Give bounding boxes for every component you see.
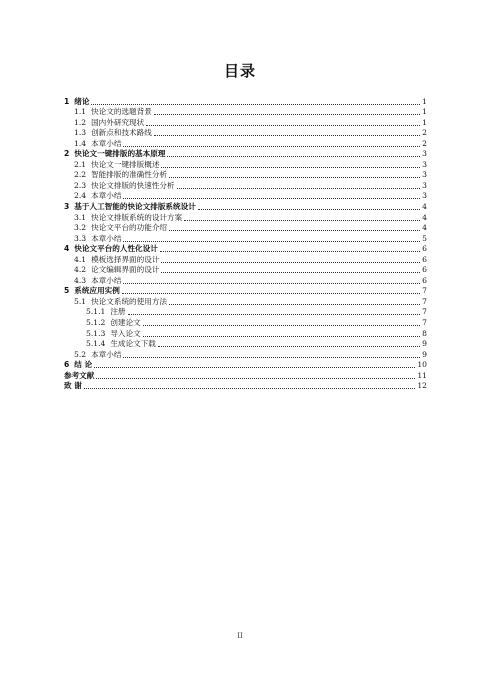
- toc-entry-page: 6: [422, 244, 427, 254]
- toc-entry-title: 本章小结: [91, 349, 122, 359]
- toc-leader-dots: [198, 208, 420, 210]
- toc-entry-page: 4: [422, 212, 427, 222]
- toc-leader-dots: [161, 271, 420, 273]
- toc-entry: [64, 317, 427, 328]
- toc-entry: [64, 360, 427, 371]
- toc-entry-page: 6: [422, 254, 427, 264]
- toc-leader-dots: [143, 324, 420, 326]
- toc-entry-title: 导入论文: [110, 328, 141, 338]
- toc-entry-title: 快论文平台的功能介绍: [91, 223, 168, 233]
- toc-entry-title: 绪论: [74, 96, 90, 106]
- toc-entry: [64, 96, 427, 107]
- toc-entry-number: 4.2: [74, 265, 87, 275]
- toc-leader-dots: [160, 250, 420, 252]
- toc-entry-page: 7: [422, 286, 427, 296]
- toc-entry: [64, 328, 427, 339]
- toc-entry-title: 快论文一键排版概述: [91, 159, 160, 169]
- toc-entry-title: 注册: [110, 307, 126, 317]
- toc-entry-page: 11: [417, 370, 427, 380]
- toc-entry-title: 生成论文下载: [110, 339, 156, 349]
- toc-entry: [64, 265, 427, 276]
- toc-entry-number: 5.1.2: [86, 318, 106, 328]
- toc-leader-dots: [123, 145, 420, 147]
- toc-entry-number: 5.1.4: [86, 339, 106, 349]
- toc-entry: [64, 212, 427, 223]
- toc-entry-title: 致 谢: [64, 381, 82, 391]
- toc-entry-number: 5.2: [74, 349, 87, 359]
- toc-entry-title: 本章小结: [91, 138, 122, 148]
- toc-entry-title: 基于人工智能的快论文排版系统设计: [74, 202, 196, 212]
- toc-entry-title: 系统应用实例: [74, 286, 120, 296]
- toc-entry: [64, 159, 427, 170]
- toc-entry-page: 10: [417, 360, 427, 370]
- toc-entry-number: 3.2: [74, 223, 87, 233]
- toc-entry-number: 2: [64, 149, 70, 159]
- page-number: II: [237, 632, 243, 640]
- toc-entry: [64, 223, 427, 234]
- table-of-contents: [64, 96, 427, 391]
- toc-entry-page: 9: [422, 339, 427, 349]
- toc-leader-dots: [94, 366, 415, 368]
- toc-entry-page: 3: [422, 191, 427, 201]
- toc-entry-page: 5: [422, 233, 427, 243]
- toc-entry-number: 1.2: [74, 117, 87, 127]
- toc-entry-page: 3: [422, 149, 427, 159]
- toc-entry-number: 2.1: [74, 159, 87, 169]
- toc-entry-page: 2: [422, 138, 427, 148]
- toc-entry-page: 3: [422, 159, 427, 169]
- toc-leader-dots: [146, 124, 420, 126]
- toc-entry-number: 5.1: [74, 296, 87, 306]
- toc-leader-dots: [154, 113, 420, 115]
- toc-entry-page: 3: [422, 180, 427, 190]
- toc-entry: [64, 233, 427, 244]
- toc-leader-dots: [184, 219, 420, 221]
- toc-entry-title: 结 论: [74, 360, 93, 370]
- toc-entry-number: 1.3: [74, 128, 87, 138]
- toc-entry: [64, 370, 427, 381]
- toc-leader-dots: [158, 345, 420, 347]
- toc-entry-title: 本章小结: [91, 275, 122, 285]
- toc-entry-title: 智能排版的准确性分析: [91, 170, 168, 180]
- toc-entry-page: 3: [422, 170, 427, 180]
- toc-leader-dots: [143, 335, 420, 337]
- toc-entry-number: 4.3: [74, 275, 87, 285]
- toc-entry-number: 1.1: [74, 107, 87, 117]
- toc-entry-title: 创新点和技术路线: [91, 128, 152, 138]
- toc-entry-page: 1: [422, 96, 427, 106]
- toc-entry-page: 7: [422, 318, 427, 328]
- toc-leader-dots: [84, 387, 415, 389]
- toc-entry-number: 5.1.3: [86, 328, 106, 338]
- toc-entry-title: 模板选择界面的设计: [91, 254, 160, 264]
- toc-leader-dots: [169, 303, 420, 305]
- toc-entry-page: 7: [422, 307, 427, 317]
- toc-entry-page: 8: [422, 328, 427, 338]
- toc-entry: [64, 307, 427, 318]
- toc-entry-number: 2.4: [74, 191, 87, 201]
- toc-entry: [64, 254, 427, 265]
- toc-entry-number: 2.3: [74, 180, 87, 190]
- toc-entry-page: 12: [417, 381, 427, 391]
- toc-leader-dots: [123, 282, 420, 284]
- toc-entry-number: 3.3: [74, 233, 87, 243]
- toc-leader-dots: [122, 292, 420, 294]
- toc-leader-dots: [91, 103, 420, 105]
- toc-leader-dots: [169, 229, 420, 231]
- toc-entry: [64, 349, 427, 360]
- toc-entry-number: 3.1: [74, 212, 87, 222]
- toc-entry-number: 2.2: [74, 170, 87, 180]
- toc-entry: [64, 107, 427, 118]
- toc-entry-number: 4.1: [74, 254, 87, 264]
- toc-leader-dots: [177, 187, 421, 189]
- toc-entry-page: 4: [422, 202, 427, 212]
- toc-entry-number: 3: [64, 202, 70, 212]
- toc-entry: [64, 244, 427, 255]
- toc-entry: [64, 191, 427, 202]
- toc-entry-number: 1: [64, 96, 70, 106]
- toc-entry-title: 快论文一键排版的基本原理: [74, 149, 166, 159]
- toc-entry-title: 快论文的选题背景: [91, 107, 152, 117]
- toc-entry-number: 4: [64, 244, 70, 254]
- toc-leader-dots: [128, 313, 421, 315]
- toc-entry: [64, 128, 427, 139]
- toc-entry-page: 7: [422, 296, 427, 306]
- toc-entry-page: 2: [422, 128, 427, 138]
- toc-leader-dots: [123, 240, 420, 242]
- toc-entry-title: 参考文献: [64, 370, 95, 380]
- toc-entry-title: 快论文系统的使用方法: [91, 296, 168, 306]
- toc-entry-title: 快论文平台的人性化设计: [74, 244, 158, 254]
- toc-entry-number: 5: [64, 286, 70, 296]
- toc-entry-page: 1: [422, 117, 427, 127]
- toc-entry-title: 国内外研究现状: [91, 117, 145, 127]
- toc-entry-title: 本章小结: [91, 233, 122, 243]
- toc-entry: [64, 117, 427, 128]
- toc-entry-title: 论文编辑界面的设计: [91, 265, 160, 275]
- toc-entry-title: 快论文排版系统的设计方案: [91, 212, 183, 222]
- toc-leader-dots: [123, 356, 420, 358]
- toc-entry: [64, 381, 427, 392]
- toc-entry: [64, 201, 427, 212]
- toc-entry: [64, 180, 427, 191]
- toc-entry-number: 1.4: [74, 138, 87, 148]
- toc-entry: [64, 296, 427, 307]
- toc-entry: [64, 138, 427, 149]
- toc-entry: [64, 286, 427, 297]
- toc-entry-title: 快论文排版的快速性分析: [91, 180, 175, 190]
- page-title: 目录: [223, 62, 256, 80]
- toc-leader-dots: [161, 166, 420, 168]
- toc-entry-page: 4: [422, 223, 427, 233]
- toc-entry: [64, 170, 427, 181]
- toc-leader-dots: [123, 197, 420, 199]
- toc-entry-page: 6: [422, 265, 427, 275]
- toc-entry-page: 9: [422, 349, 427, 359]
- toc-entry: [64, 339, 427, 350]
- toc-entry-number: 6: [64, 360, 70, 370]
- toc-entry-title: 本章小结: [91, 191, 122, 201]
- toc-entry: [64, 275, 427, 286]
- toc-entry-page: 6: [422, 275, 427, 285]
- toc-entry: [64, 149, 427, 160]
- toc-leader-dots: [96, 377, 415, 379]
- toc-entry-number: 5.1.1: [86, 307, 106, 317]
- toc-leader-dots: [167, 155, 420, 157]
- toc-entry-page: 1: [422, 107, 427, 117]
- toc-leader-dots: [169, 176, 420, 178]
- toc-leader-dots: [161, 261, 420, 263]
- toc-entry-title: 创建论文: [110, 318, 141, 328]
- toc-leader-dots: [154, 134, 420, 136]
